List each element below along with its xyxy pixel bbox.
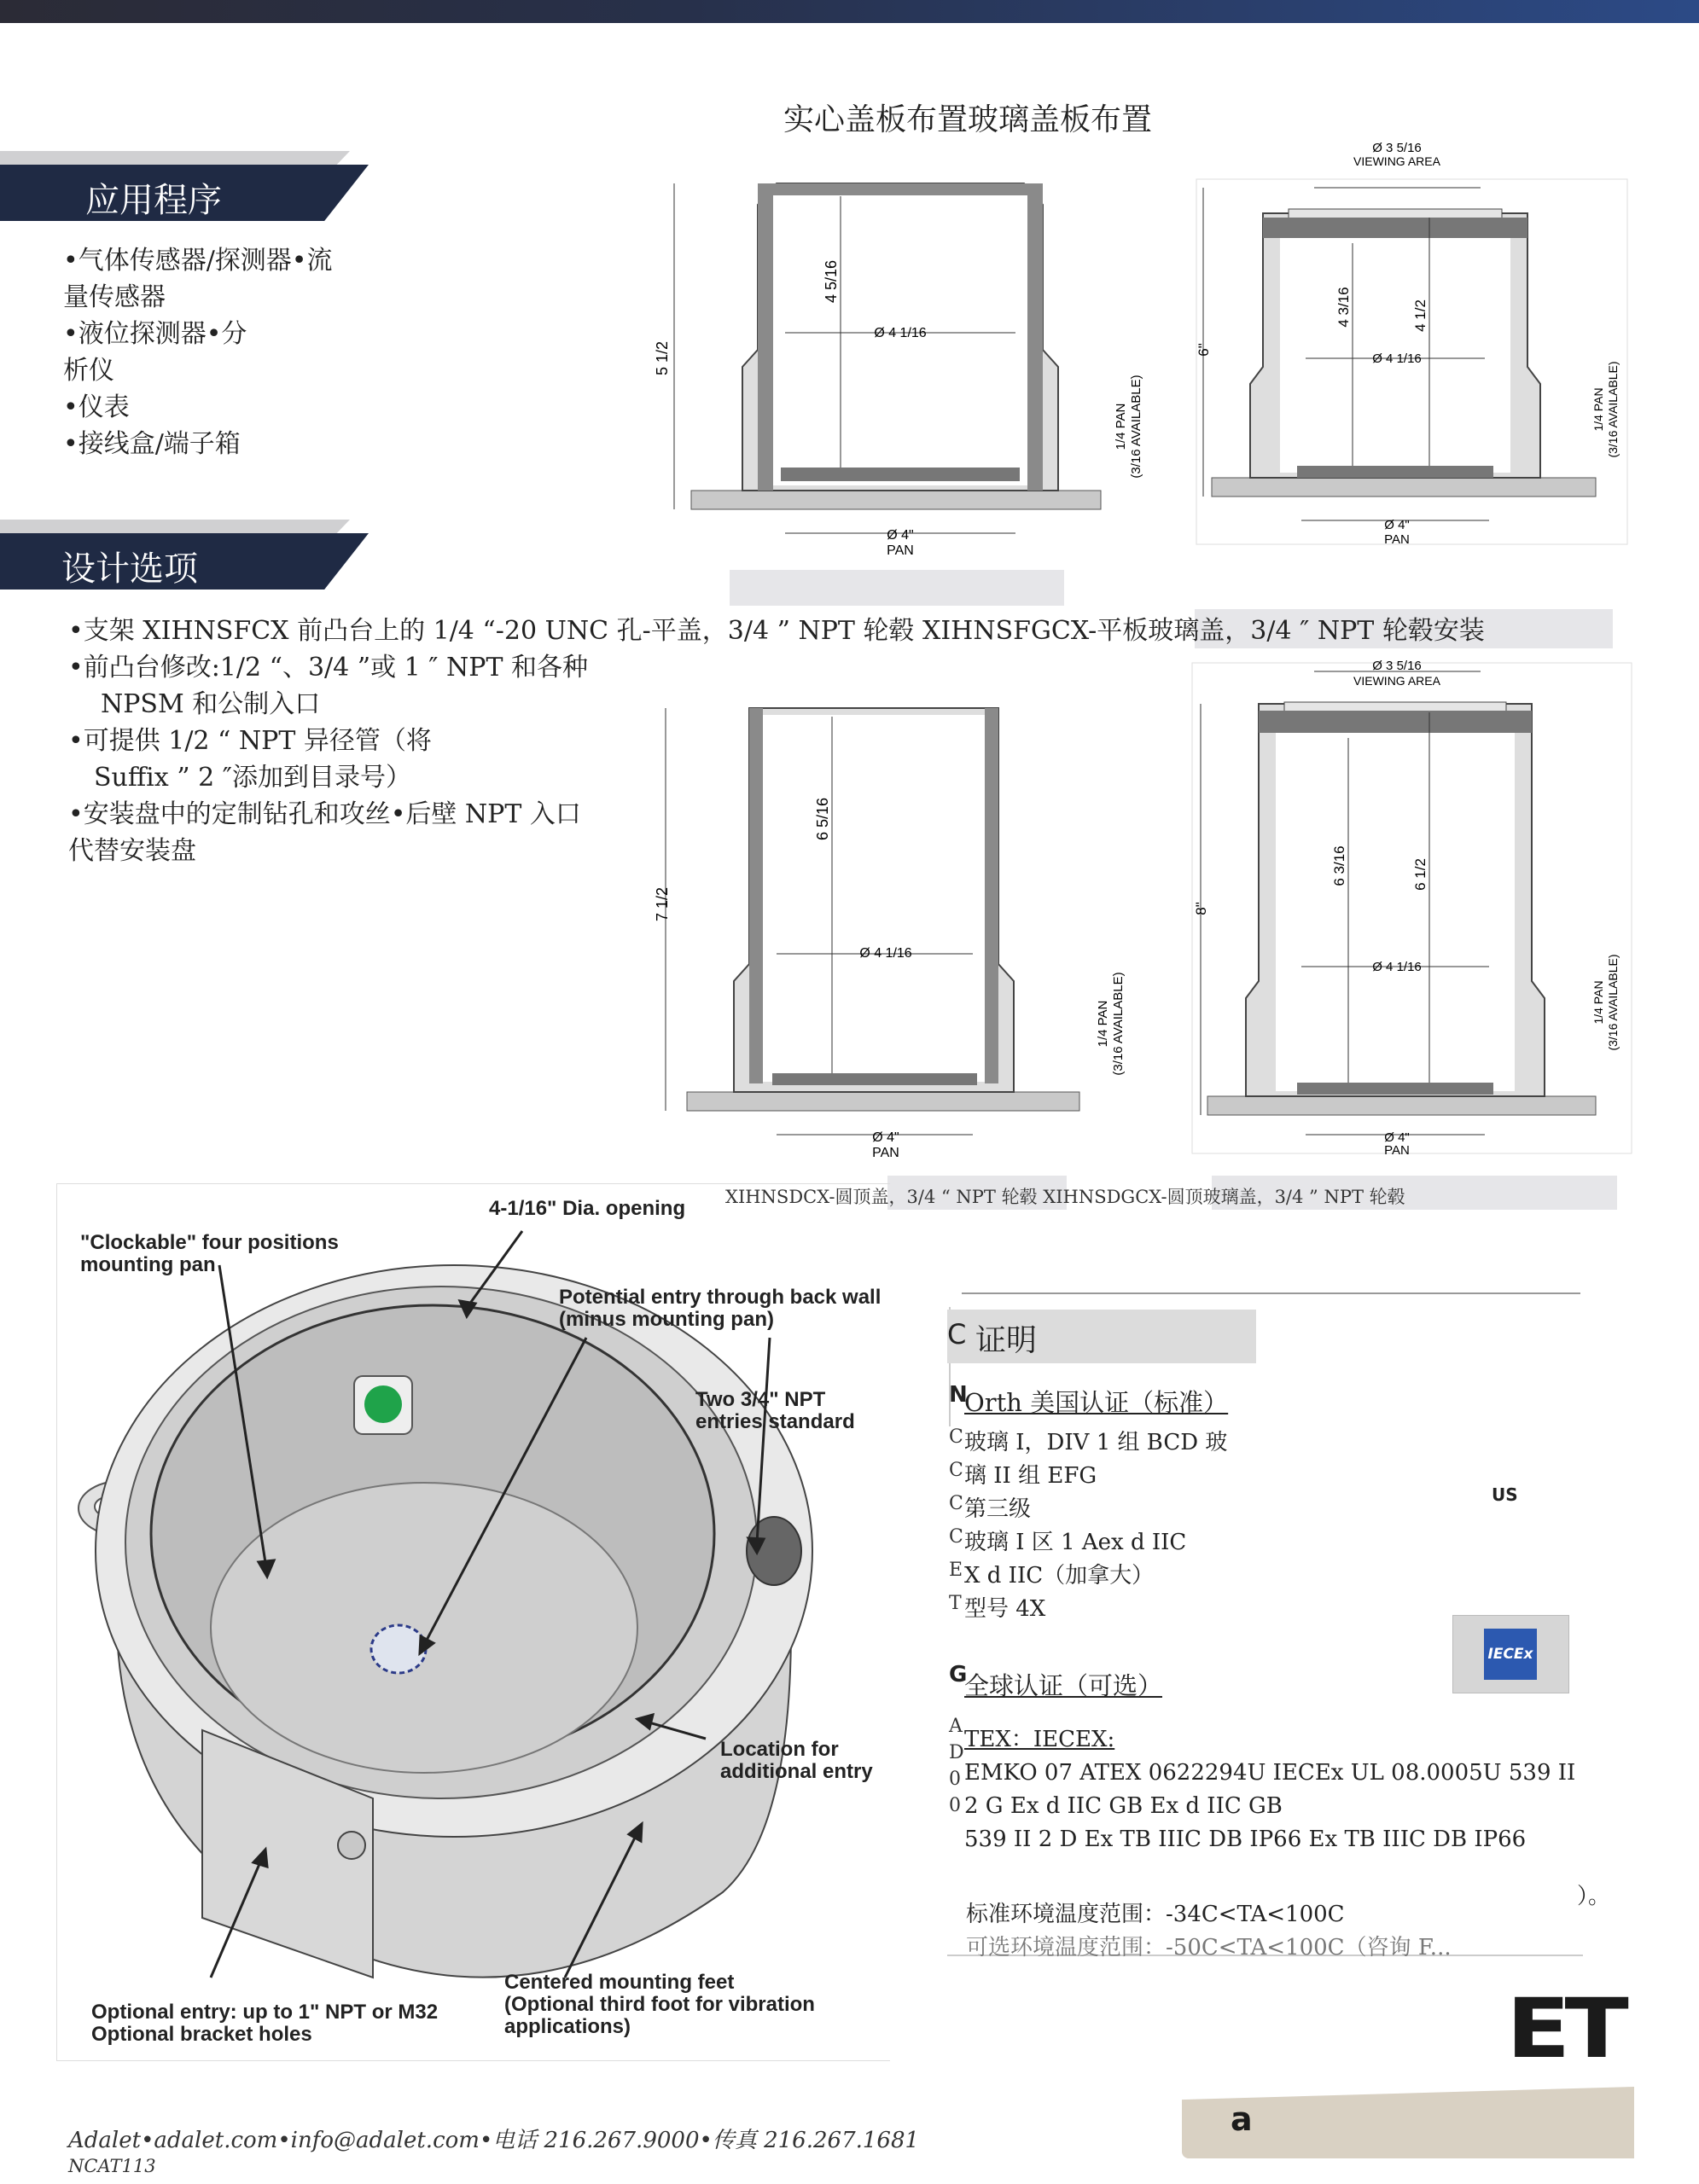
list-item: 玻璃 I 区 1 Aex d IIC (964, 1530, 1187, 1555)
callout-optional-entry (91, 2001, 438, 2046)
dim-side: 1/4 PAN (1591, 980, 1605, 1025)
list-item: 析仪 (63, 356, 114, 386)
cover-wall-left (749, 708, 763, 1083)
dim-pan-word: PAN (1384, 1143, 1410, 1158)
callout-mounting-feet (504, 1972, 815, 2038)
flange (691, 491, 1101, 509)
side-letter: A (949, 1716, 963, 1737)
dim-dia: Ø 4 1/16 (874, 326, 927, 340)
dim-side-avail: (3/16 AVAILABLE) (1606, 361, 1620, 458)
callout-clockable (80, 1232, 339, 1276)
drawing-dome-cover (649, 691, 1135, 1169)
cover-top (1259, 711, 1532, 733)
dim-height: 8" (1193, 902, 1209, 915)
dome-caption: XIHNSDCX-圆顶盖，3/4 “ NPT 轮毂 XIHNSDGCX-圆顶玻璃盖，3/4 ” NPT 轮毂 (725, 1187, 1405, 1207)
dim-inner: 6 3/16 (1331, 845, 1347, 886)
list-item: •气体传感器/探测器•流 (63, 246, 333, 276)
list-item: 璃 II 组 EFG (964, 1463, 1097, 1489)
dim-pan: Ø 4" (887, 528, 914, 543)
brand-logo: ET (1506, 1981, 1623, 2077)
applications-heading-ribbon (0, 165, 375, 221)
callout-line: Optional entry: up to 1" NPT or M32 (91, 2001, 439, 2024)
flange (1212, 478, 1596, 497)
callout-line: "Clockable" four positions (80, 1231, 339, 1254)
callout-opening: 4-1/16" Dia. opening (489, 1197, 686, 1220)
drawing-dome-glass-cover (1190, 661, 1634, 1156)
list-item: X d IIC（加拿大） (964, 1563, 1155, 1589)
callout-two-entries (695, 1389, 855, 1433)
list-item: •可提供 1/2 “ NPT 异径管（将 (68, 726, 432, 756)
list-item: 代替安装盘 (68, 836, 196, 866)
callout-line: (Optional third foot for vibration (504, 1993, 815, 2016)
dim-viewing: Ø 3 5/16 (1372, 659, 1422, 673)
callout-line: Optional bracket holes (91, 2023, 312, 2046)
cover-wall-right (1027, 192, 1043, 491)
interior (1276, 733, 1515, 1091)
dim-pan: Ø 4" (872, 1130, 899, 1145)
product-illustration-panel (56, 1183, 890, 2061)
side-letter: C (949, 1493, 963, 1514)
bracket-screw (338, 1832, 365, 1859)
callout-line: mounting pan (80, 1253, 216, 1276)
side-letter: T (949, 1593, 962, 1614)
cert-global-title: 全球认证（可选） (964, 1671, 1163, 1700)
cert-na-title: Orth 美国认证（标准） (964, 1388, 1229, 1417)
applications-heading: 应用程序 (85, 181, 222, 220)
footer-code: NCAT113 (68, 2156, 156, 2176)
dim-inner: 4 3/16 (1335, 287, 1352, 328)
side-letter: D (949, 1742, 964, 1763)
dim-height: 6" (1196, 343, 1212, 357)
dim-inner: 4 5/16 (823, 259, 840, 304)
side-letter: C (949, 1426, 963, 1448)
cert-top-rule (962, 1292, 1580, 1294)
side-letter: C (949, 1526, 963, 1548)
list-item: •仪表 (63, 392, 130, 422)
mounting-pan (772, 1073, 977, 1085)
list-item: 2 G Ex d IIC GB Ex d IIC GB (964, 1793, 1283, 1819)
list-item: 量传感器 (63, 282, 166, 312)
list-item: NPSM 和公制入口 (101, 689, 321, 719)
dim-side-avail: (3/16 AVAILABLE) (1606, 954, 1620, 1051)
design-list (68, 649, 649, 869)
side-letter: E (949, 1560, 963, 1581)
interior (763, 715, 985, 1082)
design-line-1: •支架 XIHNSFCX 前凸台上的 1/4 “-20 UNC 孔-平盖，3/4 ” NPT 轮毂 XIHNSFGCX-平板玻璃盖，3/4 ″ NPT 轮毂安装 (68, 616, 1485, 646)
dim-dia: Ø 4 1/16 (1372, 351, 1422, 366)
dim-viewing-word: VIEWING AREA (1353, 154, 1440, 168)
callout-line: Two 3/4" NPT (695, 1388, 826, 1411)
dim-side-avail: (3/16 AVAILABLE) (1111, 972, 1126, 1076)
mounting-pan (1297, 466, 1493, 478)
design-heading: 设计选项 (61, 549, 198, 589)
dim-inner: 6 5/16 (814, 797, 831, 841)
dim-pan-word: PAN (872, 1146, 899, 1160)
dim-dia: Ø 4 1/16 (859, 946, 912, 961)
dim-pan: Ø 4" (1384, 518, 1410, 532)
list-item: •安装盘中的定制钻孔和攻丝•后壁 NPT 入口 (68, 799, 581, 829)
temp-standard: 标准环境温度范围：-34C<TA<100C (966, 1902, 1345, 1927)
callout-line: Location for (720, 1738, 839, 1761)
side-letter: 0 (949, 1795, 961, 1816)
cert-heading: 证明 (975, 1323, 1038, 1358)
callout-line: additional entry (720, 1760, 873, 1783)
iecex-logo (1452, 1615, 1569, 1693)
mounting-pan-3d (211, 1483, 637, 1773)
dim-side-avail: (3/16 AVAILABLE) (1129, 375, 1143, 479)
list-item: 玻璃 I，DIV 1 组 BCD 玻 (964, 1430, 1228, 1455)
list-item: TEX：IECEX: (964, 1727, 1115, 1752)
temp-optional: 可选环境温度范围：-50C<TA<100C（咨询 F... (966, 1935, 1452, 1960)
cert-heading-mark: C (947, 1318, 967, 1350)
drawing-glass-cover (1195, 136, 1630, 546)
dim-inner2: 4 1/2 (1412, 299, 1428, 332)
footer-contact: Adalet•adalet.com•info@adalet.com•电话 216.267.9000•传真 216.267.1681 (68, 2128, 920, 2153)
cover-wall-left (758, 192, 773, 491)
flange (1207, 1096, 1596, 1115)
us-mark: US (1492, 1484, 1518, 1505)
cert-na-list (964, 1426, 1227, 1626)
dim-height: 7 1/2 (654, 886, 671, 922)
dim-dia: Ø 4 1/16 (1372, 960, 1422, 974)
dim-side: 1/4 PAN (1591, 387, 1605, 432)
flange (687, 1092, 1079, 1111)
cert-na-letter: N (949, 1382, 968, 1408)
callout-back-wall (559, 1287, 881, 1331)
design-heading-ribbon (0, 533, 375, 590)
list-item: 539 II 2 D Ex TB IIIC DB IP66 Ex TB IIIC DB IP66 (964, 1827, 1527, 1852)
list-item: •液位探测器•分 (63, 319, 247, 349)
callout-additional-entry (720, 1739, 873, 1783)
list-item: Suffix ” 2 ″添加到目录号） (94, 763, 411, 793)
temp-block (947, 1898, 1583, 1960)
callout-line: entries standard (695, 1410, 855, 1433)
back-wall-entry-mark (371, 1625, 426, 1673)
green-indicator-dot (364, 1385, 402, 1423)
list-item: 型号 4X (964, 1596, 1046, 1622)
list-item: •接线盒/端子箱 (63, 429, 241, 459)
list-item: •前凸台修改:1/2 “、3/4 ”或 1 ″ NPT 和各种 (68, 653, 588, 682)
dim-height: 5 1/2 (654, 340, 671, 376)
list-item: 第三级 (964, 1496, 1032, 1522)
dim-viewing: Ø 3 5/16 (1372, 141, 1422, 155)
callout-line: (minus mounting pan) (559, 1308, 774, 1331)
cert-trailing: ）。 (1577, 1884, 1611, 1909)
side-letter: 0 (949, 1769, 961, 1790)
cert-global-letter: G (949, 1662, 968, 1687)
cover-top (1263, 218, 1527, 238)
iecex-logo-inner: IECEx (1484, 1629, 1537, 1680)
callout-line: Potential entry through back wall (559, 1286, 882, 1309)
dim-pan: Ø 4" (1384, 1130, 1410, 1145)
callout-line: Centered mounting feet (504, 1971, 735, 1994)
cert-global-letters (949, 1713, 964, 1819)
dim-viewing-word: VIEWING AREA (1353, 674, 1440, 688)
cover-top (758, 183, 1043, 195)
dim-pan-word: PAN (887, 543, 914, 558)
page-title: 实心盖板布置玻璃盖板布置 (783, 102, 1153, 137)
cert-global-list (964, 1723, 1575, 1856)
mounting-pan (781, 468, 1020, 481)
applications-list (63, 242, 370, 462)
side-letter: C (949, 1460, 963, 1481)
callout-line: applications) (504, 2015, 631, 2038)
interior (773, 195, 1027, 485)
list-item: EMKO 07 ATEX 0622294U IECEx UL 08.0005U 539 II (964, 1760, 1576, 1786)
cert-na-letters (949, 1420, 963, 1620)
dim-pan-word: PAN (1384, 532, 1410, 547)
dim-inner2: 6 1/2 (1412, 858, 1428, 891)
dim-side: 1/4 PAN (1114, 403, 1128, 450)
mounting-pan (1297, 1083, 1493, 1095)
brand-tab-letter: a (1231, 2100, 1253, 2138)
top-banner (0, 0, 1699, 23)
cover-wall-right (985, 708, 998, 1083)
dim-side: 1/4 PAN (1096, 1000, 1110, 1048)
drawing-solid-cover (654, 145, 1143, 580)
